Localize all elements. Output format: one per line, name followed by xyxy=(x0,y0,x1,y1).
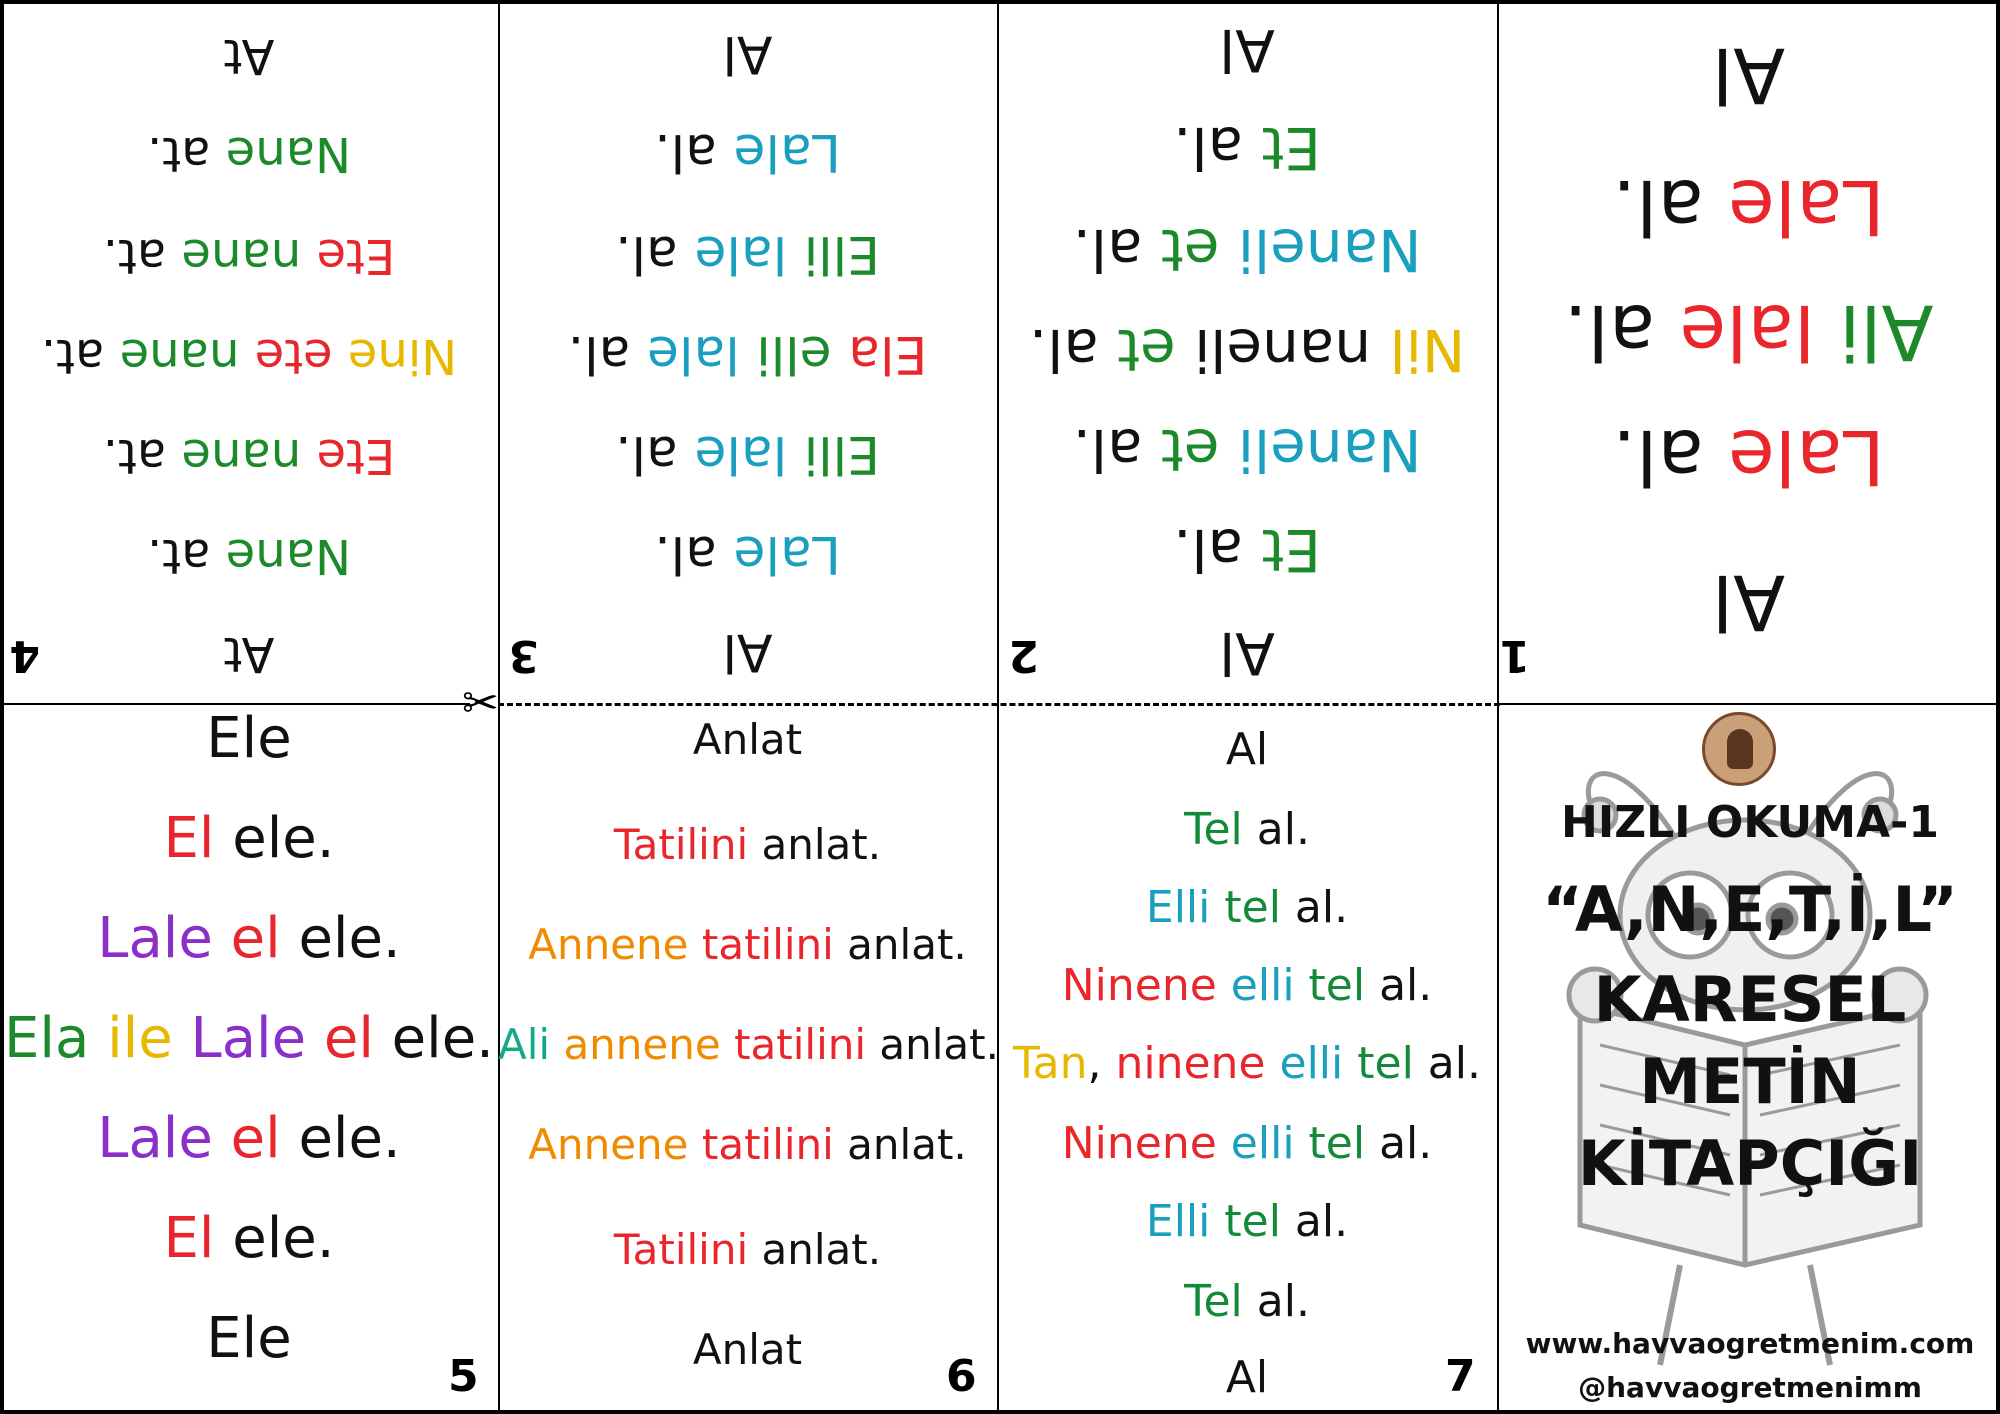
p5-line-3-word: el xyxy=(230,906,281,971)
p4-line-5-word: at. xyxy=(102,228,182,284)
p5-line-2 xyxy=(0,805,498,872)
p7-line-9 xyxy=(997,1351,1497,1404)
page-1-rotated xyxy=(1497,0,2000,703)
p6-line-4-word: annene xyxy=(563,1020,721,1069)
p7-page-number: 7 xyxy=(1445,1351,1476,1402)
p5-line-4 xyxy=(0,1005,498,1072)
p4-line-5-word: nane xyxy=(181,228,302,284)
p6-line-5 xyxy=(498,1120,997,1170)
p5-line-3-word: ele. xyxy=(280,906,401,971)
p3-line-1-word: Al xyxy=(722,622,773,682)
p7-line-4-word: elli xyxy=(1230,960,1295,1011)
p7-line-6-word: al. xyxy=(1365,1118,1433,1169)
p7-line-2-word: Tel xyxy=(1184,804,1243,855)
p2-line-5-word: et xyxy=(1161,216,1220,284)
p7-line-7-word: Elli xyxy=(1145,1196,1211,1247)
p7-line-6-word: Ninene xyxy=(1061,1118,1217,1169)
p7-line-3-word: Elli xyxy=(1145,882,1211,933)
p5-line-4-word: ile xyxy=(107,1006,173,1071)
p2-line-3-word: al. xyxy=(1072,416,1162,484)
p7-line-5 xyxy=(997,1037,1497,1090)
p5-line-4-word xyxy=(306,1006,324,1071)
p6-line-5-word: tatilini xyxy=(701,1120,834,1169)
p7-line-3-word xyxy=(1210,882,1224,933)
p1-line-4-word: al. xyxy=(1612,163,1729,252)
p6-line-4-word xyxy=(721,1020,734,1069)
cover-title-2: METİN xyxy=(1639,1045,1861,1118)
p5-line-1-word: Ele xyxy=(206,706,292,771)
p6-line-6-word: Tatilini xyxy=(613,1225,749,1274)
p7-line-5-word: tel xyxy=(1357,1038,1414,1089)
cover-letters: “A,N,E,T,İ,L” xyxy=(1542,873,1958,946)
p5-line-4-word xyxy=(173,1006,191,1071)
p6-line-6-word: anlat. xyxy=(748,1225,882,1274)
p6-line-3-word: Annene xyxy=(528,920,689,969)
p4-line-3-word: Ete xyxy=(316,428,396,484)
p7-line-6 xyxy=(997,1117,1497,1170)
p1-page-number: 1 xyxy=(1499,630,1530,681)
p6-line-1 xyxy=(498,715,997,765)
p6-line-2-word: anlat. xyxy=(748,820,882,869)
p7-line-1-word: Al xyxy=(1225,724,1269,775)
p7-line-7-word xyxy=(1210,1196,1224,1247)
p6-line-2-word: Tatilini xyxy=(613,820,749,869)
p5-page-number: 5 xyxy=(448,1351,479,1402)
cover-series: HIZLI OKUMA-1 xyxy=(1561,797,1939,848)
p3-line-5-word: lale xyxy=(694,224,788,284)
p6-line-6 xyxy=(498,1225,997,1275)
p3-line-3-word: Elli xyxy=(803,424,880,484)
p4-line-1-word: At xyxy=(223,626,275,682)
p7-line-6-word: elli xyxy=(1230,1118,1295,1169)
p7-line-5-word: elli xyxy=(1279,1038,1344,1089)
p5-line-5 xyxy=(0,1105,498,1172)
p7-line-9-word: Al xyxy=(1225,1352,1269,1403)
p6-line-4-word: Ali xyxy=(498,1020,551,1069)
p7-line-5-word: ninene xyxy=(1115,1038,1266,1089)
p3-line-7-word: Al xyxy=(722,24,773,84)
p7-line-3 xyxy=(997,881,1497,934)
p5-line-5-word xyxy=(213,1106,231,1171)
scissors-icon: ✂ xyxy=(462,678,499,729)
p5-line-5-word: Lale xyxy=(97,1106,213,1171)
p6-line-4-word: anlat. xyxy=(866,1020,999,1069)
p4-line-5-word: Ete xyxy=(316,228,396,284)
cover-panel xyxy=(1500,705,2000,1414)
p3-line-2-word: Lale xyxy=(733,524,841,584)
p3-line-3-word: al. xyxy=(615,424,695,484)
p6-line-4-word xyxy=(550,1020,563,1069)
p1-line-2 xyxy=(1497,412,2000,503)
p5-line-7-word: Ele xyxy=(206,1306,292,1371)
cover-title-1: KARESEL xyxy=(1593,963,1907,1036)
page-6-body xyxy=(498,705,997,1414)
p7-line-5-word: al. xyxy=(1413,1038,1481,1089)
p2-page-number: 2 xyxy=(1008,630,1039,681)
p7-line-7-word: al. xyxy=(1280,1196,1349,1247)
p4-line-2-word: at. xyxy=(146,528,226,584)
p3-page-number: 3 xyxy=(508,630,539,681)
p7-line-2-word: al. xyxy=(1242,804,1310,855)
p7-line-3-word: tel xyxy=(1224,882,1281,933)
p6-line-3 xyxy=(498,920,997,970)
p4-line-2-word: Nane xyxy=(225,528,352,584)
p2-line-5-word: al. xyxy=(1072,216,1162,284)
p7-line-8-word: Tel xyxy=(1184,1276,1243,1327)
p2-line-2-word: Et xyxy=(1261,516,1321,584)
p2-line-4-word: et xyxy=(1117,316,1176,384)
p7-line-4-word: Ninene xyxy=(1061,960,1217,1011)
p5-line-2-word: ele. xyxy=(214,806,335,871)
p7-line-6-word xyxy=(1295,1118,1309,1169)
p3-line-6-word: al. xyxy=(654,122,734,182)
p6-line-1-word: Anlat xyxy=(692,715,803,764)
p6-line-2 xyxy=(498,820,997,870)
p5-line-4-word: Lale xyxy=(190,1006,307,1071)
p3-line-4-word: lale xyxy=(647,324,740,384)
p7-line-4-word xyxy=(1295,960,1309,1011)
p2-line-6-word: al. xyxy=(1173,114,1262,182)
p2-line-4-word: naneli xyxy=(1175,316,1390,384)
p6-line-5-word: Annene xyxy=(528,1120,689,1169)
cover-website: www.havvaogretmenim.com xyxy=(1525,1327,1975,1360)
p3-line-5-word: Elli xyxy=(803,224,880,284)
p5-line-5-word: ele. xyxy=(280,1106,401,1171)
p5-line-3-word xyxy=(213,906,231,971)
p3-line-4-word: al. xyxy=(567,324,648,384)
p5-line-5-word: el xyxy=(230,1106,281,1171)
p5-line-3-word: Lale xyxy=(97,906,213,971)
p2-line-1-word: Al xyxy=(1219,619,1275,687)
p5-line-1 xyxy=(0,705,498,772)
p1-line-4-word: Lale xyxy=(1728,163,1885,252)
p1-line-3-word: Ali xyxy=(1839,288,1934,377)
page-6-panel xyxy=(498,0,997,1414)
p4-line-4-word: nane xyxy=(119,328,240,384)
p1-line-5 xyxy=(1497,30,2000,121)
badge-portrait xyxy=(1727,729,1753,769)
p2-line-2-word: al. xyxy=(1173,516,1262,584)
p1-line-3-word: lale xyxy=(1679,288,1816,377)
p5-line-4-word: el xyxy=(323,1006,374,1071)
p3-line-5-word: al. xyxy=(615,224,695,284)
p7-line-4-word: al. xyxy=(1365,960,1433,1011)
p7-line-7 xyxy=(997,1195,1497,1248)
p1-line-3 xyxy=(1497,287,2000,378)
p3-line-2-word: al. xyxy=(654,524,734,584)
p6-line-3-word: anlat. xyxy=(833,920,967,969)
p3-line-3-word: lale xyxy=(694,424,788,484)
p5-line-2-word: El xyxy=(163,806,215,871)
p4-line-7-word: At xyxy=(223,28,275,84)
p7-line-6-word xyxy=(1217,1118,1231,1169)
p7-line-5-word: , xyxy=(1087,1038,1116,1089)
teacher-badge-icon xyxy=(1702,712,1776,786)
p7-line-8 xyxy=(997,1275,1497,1328)
cover-handle: @havvaogretmenimm xyxy=(1578,1371,1922,1404)
p4-line-3-word: nane xyxy=(181,428,302,484)
p4-line-4-word: at. xyxy=(40,328,120,384)
page-7-body xyxy=(997,705,1497,1414)
page-5-body xyxy=(0,705,498,1414)
p6-line-7-word: Anlat xyxy=(692,1325,803,1374)
p1-line-4 xyxy=(1497,162,2000,253)
p4-line-6-word: Nane xyxy=(225,126,352,182)
p2-line-4-word: al. xyxy=(1028,316,1118,384)
page-7-panel xyxy=(997,0,1497,1414)
p6-line-3-word xyxy=(689,920,702,969)
p4-line-4-word: ete xyxy=(254,328,333,384)
p6-line-4 xyxy=(498,1020,997,1070)
p1-line-1-word: Al xyxy=(1711,558,1786,647)
p1-line-3-word: al. xyxy=(1563,288,1680,377)
p7-line-8-word: al. xyxy=(1242,1276,1310,1327)
p5-line-4-word: Ela xyxy=(4,1006,90,1071)
p6-line-5-word: anlat. xyxy=(833,1120,967,1169)
p7-line-5-word: Tan xyxy=(1013,1038,1088,1089)
p6-line-5-word xyxy=(689,1120,702,1169)
p2-line-6-word: Et xyxy=(1261,114,1321,182)
p4-line-6-word: at. xyxy=(146,126,226,182)
p5-line-4-word xyxy=(89,1006,107,1071)
p3-line-6-word: Lale xyxy=(733,122,841,182)
cover-title-3: KİTAPÇIĞI xyxy=(1577,1127,1923,1200)
p5-line-6-word: El xyxy=(163,1206,215,1271)
p7-line-7-word: tel xyxy=(1224,1196,1281,1247)
p5-line-3 xyxy=(0,905,498,972)
p2-line-3-word: et xyxy=(1161,416,1220,484)
p5-line-6-word: ele. xyxy=(214,1206,335,1271)
p2-line-5-word: Naneli xyxy=(1237,216,1422,284)
p1-line-1 xyxy=(1497,557,2000,648)
p2-line-7-word: Al xyxy=(1219,16,1275,84)
p3-line-4-word: Ela xyxy=(848,324,928,384)
p5-line-6 xyxy=(0,1205,498,1272)
p4-page-number: 4 xyxy=(9,630,40,681)
p6-line-7 xyxy=(498,1325,997,1375)
p7-line-4-word xyxy=(1217,960,1231,1011)
p1-line-5-word: Al xyxy=(1711,31,1786,120)
p7-line-4 xyxy=(997,959,1497,1012)
p7-line-5-word xyxy=(1266,1038,1280,1089)
p1-line-3-word xyxy=(1815,288,1839,377)
p7-line-5-word xyxy=(1343,1038,1357,1089)
p7-line-1 xyxy=(997,723,1497,776)
p1-line-2-word: al. xyxy=(1612,413,1729,502)
p4-line-4-word: Nine xyxy=(347,328,458,384)
p1-line-2-word: Lale xyxy=(1728,413,1885,502)
p5-line-7 xyxy=(0,1305,498,1372)
page-5-panel xyxy=(0,0,498,1414)
p7-line-4-word: tel xyxy=(1308,960,1366,1011)
p6-page-number: 6 xyxy=(946,1351,977,1402)
p3-line-4-word: elli xyxy=(756,324,832,384)
p7-line-3-word: al. xyxy=(1280,882,1349,933)
p6-line-4-word: tatilini xyxy=(734,1020,867,1069)
p2-line-3-word: Naneli xyxy=(1237,416,1422,484)
p4-line-3-word: at. xyxy=(102,428,182,484)
p7-line-6-word: tel xyxy=(1308,1118,1366,1169)
p5-line-4-word: ele. xyxy=(373,1006,494,1071)
p2-line-4-word: Nil xyxy=(1389,316,1466,384)
p7-line-2 xyxy=(997,803,1497,856)
p6-line-3-word: tatilini xyxy=(701,920,834,969)
